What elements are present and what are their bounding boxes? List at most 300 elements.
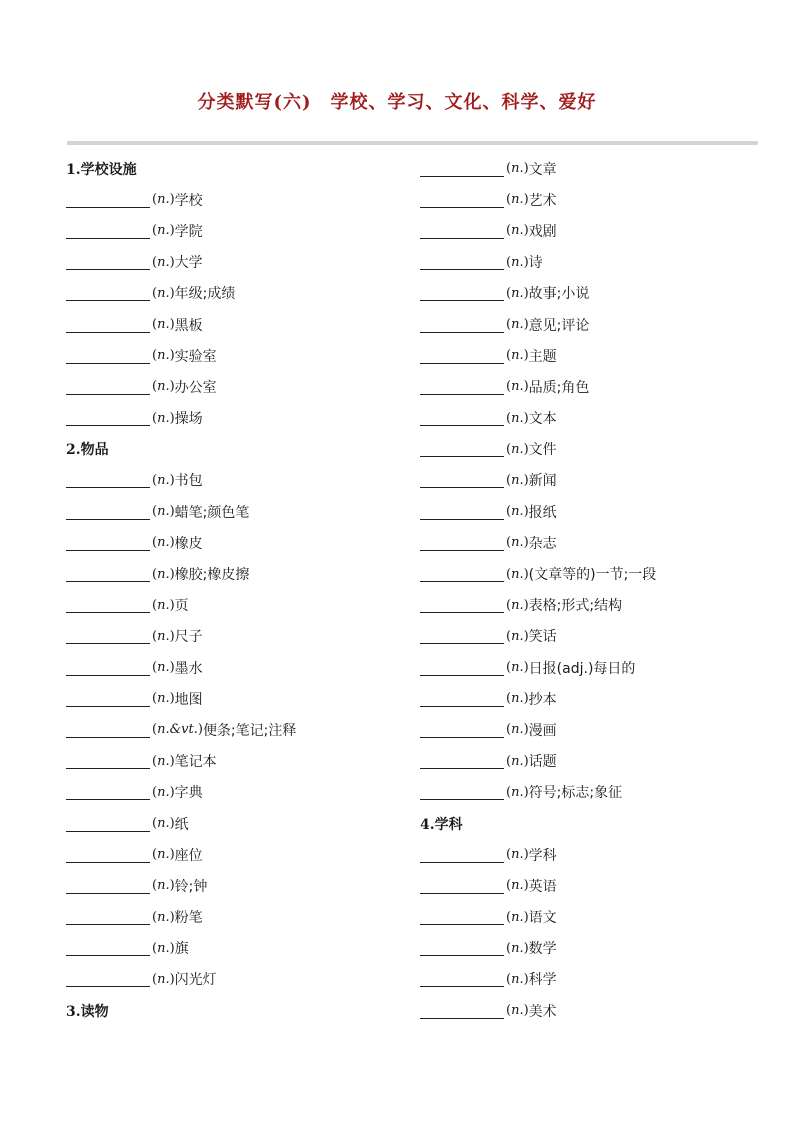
chinese-meaning: 字典 xyxy=(174,785,203,802)
paren-close: ) xyxy=(169,410,175,426)
part-of-speech: n. xyxy=(157,504,170,520)
paren-close: ) xyxy=(523,410,529,426)
chinese-meaning: 艺术 xyxy=(528,192,557,209)
chinese-meaning: 闪光灯 xyxy=(174,972,217,989)
part-of-speech: n. xyxy=(511,410,524,426)
vocab-item xyxy=(66,496,406,527)
vocab-item xyxy=(420,964,760,995)
vocab-item xyxy=(420,777,760,808)
paren-open: ( xyxy=(152,816,158,832)
paren-close: ) xyxy=(169,691,175,707)
vocab-item xyxy=(420,683,760,714)
vocab-item xyxy=(66,964,406,995)
chinese-meaning: 纸 xyxy=(174,816,189,833)
paren-close: ) xyxy=(169,535,175,551)
paren-open: ( xyxy=(506,1003,512,1019)
vocab-item xyxy=(420,527,760,558)
part-of-speech: n.&vt. xyxy=(157,722,198,738)
paren-close: ) xyxy=(169,847,175,863)
answer-blank[interactable] xyxy=(66,254,150,270)
answer-blank[interactable] xyxy=(420,285,504,301)
vocab-item xyxy=(420,153,760,184)
paren-open: ( xyxy=(152,753,158,769)
paren-open: ( xyxy=(506,192,512,208)
vocab-item xyxy=(420,184,760,215)
paren-open: ( xyxy=(506,285,512,301)
vocab-item xyxy=(66,746,406,777)
paren-open: ( xyxy=(506,566,512,582)
answer-blank[interactable] xyxy=(420,753,504,769)
answer-blank[interactable] xyxy=(420,971,504,987)
vocab-item xyxy=(66,902,406,933)
paren-open: ( xyxy=(506,878,512,894)
chinese-meaning: 文件 xyxy=(528,442,557,459)
answer-blank[interactable] xyxy=(66,566,150,582)
paren-close: ) xyxy=(169,753,175,769)
vocab-item xyxy=(420,309,760,340)
part-of-speech: n. xyxy=(157,410,170,426)
vocab-item xyxy=(66,652,406,683)
answer-blank[interactable] xyxy=(420,940,504,956)
answer-blank[interactable] xyxy=(420,909,504,925)
chinese-meaning: 漫画 xyxy=(528,722,557,739)
chinese-meaning: 英语 xyxy=(528,878,557,895)
part-of-speech: n. xyxy=(511,971,524,987)
vocab-item xyxy=(66,309,406,340)
vocab-item xyxy=(420,746,760,777)
part-of-speech: n. xyxy=(511,940,524,956)
paren-close: ) xyxy=(169,940,175,956)
part-of-speech: n. xyxy=(157,847,170,863)
chinese-meaning: 橡皮 xyxy=(174,535,203,552)
answer-blank[interactable] xyxy=(420,504,504,520)
paren-open: ( xyxy=(506,317,512,333)
paren-close: ) xyxy=(169,597,175,613)
part-of-speech: n. xyxy=(157,348,170,364)
paren-open: ( xyxy=(152,472,158,488)
answer-blank[interactable] xyxy=(420,847,504,863)
paren-open: ( xyxy=(152,504,158,520)
paren-close: ) xyxy=(169,317,175,333)
chinese-meaning: 数学 xyxy=(528,941,557,958)
chinese-meaning: 办公室 xyxy=(174,379,217,396)
paren-open: ( xyxy=(506,847,512,863)
vocab-item xyxy=(66,683,406,714)
header-divider xyxy=(67,141,758,145)
part-of-speech: n. xyxy=(511,161,524,177)
right-column xyxy=(420,153,760,1026)
answer-blank[interactable] xyxy=(66,660,150,676)
answer-blank[interactable] xyxy=(420,441,504,457)
answer-blank[interactable] xyxy=(66,223,150,239)
vocab-item xyxy=(420,714,760,745)
paren-open: ( xyxy=(506,535,512,551)
part-of-speech: n. xyxy=(511,379,524,395)
chinese-meaning: 美术 xyxy=(528,1003,557,1020)
chinese-meaning: 新闻 xyxy=(528,473,557,490)
part-of-speech: n. xyxy=(511,504,524,520)
paren-open: ( xyxy=(152,192,158,208)
paren-open: ( xyxy=(506,940,512,956)
part-of-speech: n. xyxy=(157,660,170,676)
part-of-speech: n. xyxy=(511,753,524,769)
vocab-item xyxy=(420,496,760,527)
answer-blank[interactable] xyxy=(66,753,150,769)
answer-blank[interactable] xyxy=(66,379,150,395)
part-of-speech: n. xyxy=(511,628,524,644)
part-of-speech: n. xyxy=(511,348,524,364)
paren-open: ( xyxy=(152,379,158,395)
chinese-meaning: 主题 xyxy=(528,348,557,365)
paren-open: ( xyxy=(152,940,158,956)
chinese-meaning: 诗 xyxy=(528,255,543,272)
paren-open: ( xyxy=(152,878,158,894)
vocab-item xyxy=(420,590,760,621)
paren-close: ) xyxy=(523,909,529,925)
part-of-speech: n. xyxy=(157,472,170,488)
chinese-meaning: 日报(adj.)每日的 xyxy=(528,660,636,677)
chinese-meaning: 便条;笔记;注释 xyxy=(202,722,297,739)
paren-close: ) xyxy=(169,660,175,676)
paren-close: ) xyxy=(169,909,175,925)
answer-blank[interactable] xyxy=(420,691,504,707)
vocab-item xyxy=(66,527,406,558)
vocab-item xyxy=(66,215,406,246)
paren-open: ( xyxy=(506,223,512,239)
paren-close: ) xyxy=(523,254,529,270)
chinese-meaning: 黑板 xyxy=(174,317,203,334)
chinese-meaning: 橡胶;橡皮擦 xyxy=(174,567,250,584)
paren-open: ( xyxy=(506,909,512,925)
paren-close: ) xyxy=(169,254,175,270)
paren-close: ) xyxy=(523,660,529,676)
chinese-meaning: 粉笔 xyxy=(174,910,203,927)
paren-close: ) xyxy=(523,1003,529,1019)
paren-close: ) xyxy=(523,348,529,364)
vocab-item xyxy=(66,278,406,309)
vocab-item xyxy=(420,870,760,901)
vocab-item xyxy=(66,184,406,215)
answer-blank[interactable] xyxy=(420,348,504,364)
chinese-meaning: 表格;形式;结构 xyxy=(528,598,623,615)
answer-blank[interactable] xyxy=(66,847,150,863)
part-of-speech: n. xyxy=(157,192,170,208)
answer-blank[interactable] xyxy=(420,192,504,208)
answer-blank[interactable] xyxy=(420,566,504,582)
chinese-meaning: 学校 xyxy=(174,192,203,209)
section-heading: 4.学科 xyxy=(420,816,463,833)
paren-open: ( xyxy=(152,223,158,239)
chinese-meaning: 符号;标志;象征 xyxy=(528,785,623,802)
paren-close: ) xyxy=(523,691,529,707)
vocab-item xyxy=(66,340,406,371)
chinese-meaning: 杂志 xyxy=(528,535,557,552)
answer-blank[interactable] xyxy=(420,597,504,613)
chinese-meaning: 学院 xyxy=(174,223,203,240)
chinese-meaning: 学科 xyxy=(528,847,557,864)
paren-close: ) xyxy=(169,566,175,582)
answer-blank[interactable] xyxy=(66,535,150,551)
chinese-meaning: 操场 xyxy=(174,411,203,428)
vocab-item xyxy=(420,340,760,371)
part-of-speech: n. xyxy=(511,441,524,457)
vocab-item xyxy=(420,215,760,246)
vocab-item xyxy=(66,933,406,964)
paren-close: ) xyxy=(169,348,175,364)
paren-open: ( xyxy=(506,722,512,738)
chinese-meaning: 文本 xyxy=(528,411,557,428)
paren-close: ) xyxy=(523,472,529,488)
paren-close: ) xyxy=(169,223,175,239)
answer-blank[interactable] xyxy=(66,285,150,301)
vocab-item xyxy=(66,870,406,901)
paren-close: ) xyxy=(169,971,175,987)
part-of-speech: n. xyxy=(511,566,524,582)
part-of-speech: n. xyxy=(157,285,170,301)
answer-blank[interactable] xyxy=(420,1003,504,1019)
part-of-speech: n. xyxy=(511,722,524,738)
paren-close: ) xyxy=(523,847,529,863)
paren-open: ( xyxy=(506,753,512,769)
paren-open: ( xyxy=(506,660,512,676)
paren-close: ) xyxy=(523,878,529,894)
paren-close: ) xyxy=(523,285,529,301)
answer-blank[interactable] xyxy=(66,816,150,832)
part-of-speech: n. xyxy=(157,628,170,644)
answer-blank[interactable] xyxy=(420,722,504,738)
chinese-meaning: 笑话 xyxy=(528,629,557,646)
paren-open: ( xyxy=(506,348,512,364)
vocab-item xyxy=(420,403,760,434)
paren-close: ) xyxy=(523,597,529,613)
part-of-speech: n. xyxy=(157,566,170,582)
vocab-item xyxy=(66,590,406,621)
paren-close: ) xyxy=(523,971,529,987)
page-title: 分类默写(六) 学校、学习、文化、科学、爱好 xyxy=(197,92,597,113)
vocab-item xyxy=(420,839,760,870)
part-of-speech: n. xyxy=(157,254,170,270)
answer-blank[interactable] xyxy=(66,940,150,956)
answer-blank[interactable] xyxy=(66,472,150,488)
paren-open: ( xyxy=(152,909,158,925)
answer-blank[interactable] xyxy=(420,379,504,395)
part-of-speech: n. xyxy=(511,784,524,800)
paren-open: ( xyxy=(152,660,158,676)
vocab-item xyxy=(66,558,406,589)
paren-open: ( xyxy=(506,410,512,426)
part-of-speech: n. xyxy=(157,971,170,987)
vocab-item xyxy=(66,777,406,808)
part-of-speech: n. xyxy=(157,597,170,613)
paren-open: ( xyxy=(152,691,158,707)
paren-close: ) xyxy=(169,816,175,832)
chinese-meaning: 报纸 xyxy=(528,504,557,521)
section-heading: 3.读物 xyxy=(66,1003,109,1020)
answer-blank[interactable] xyxy=(420,254,504,270)
part-of-speech: n. xyxy=(157,535,170,551)
chinese-meaning: 铃;钟 xyxy=(174,878,208,895)
paren-open: ( xyxy=(152,410,158,426)
answer-blank[interactable] xyxy=(420,660,504,676)
chinese-meaning: 笔记本 xyxy=(174,754,217,771)
answer-blank[interactable] xyxy=(420,472,504,488)
chinese-meaning: 故事;小说 xyxy=(528,286,590,303)
vocab-item xyxy=(66,714,406,745)
paren-open: ( xyxy=(506,691,512,707)
vocab-item xyxy=(420,933,760,964)
vocab-item xyxy=(66,839,406,870)
answer-blank[interactable] xyxy=(420,878,504,894)
vocab-item xyxy=(420,465,760,496)
chinese-meaning: 话题 xyxy=(528,754,557,771)
chinese-meaning: 品质;角色 xyxy=(528,379,590,396)
part-of-speech: n. xyxy=(511,909,524,925)
paren-open: ( xyxy=(152,847,158,863)
answer-blank[interactable] xyxy=(420,784,504,800)
paren-close: ) xyxy=(523,192,529,208)
vocab-item xyxy=(420,995,760,1026)
part-of-speech: n. xyxy=(157,691,170,707)
vocab-item xyxy=(66,371,406,402)
chinese-meaning: 尺子 xyxy=(174,629,203,646)
vocab-item xyxy=(66,247,406,278)
part-of-speech: n. xyxy=(511,535,524,551)
chinese-meaning: 旗 xyxy=(174,941,189,958)
part-of-speech: n. xyxy=(511,597,524,613)
vocab-item xyxy=(420,558,760,589)
paren-open: ( xyxy=(152,628,158,644)
answer-blank[interactable] xyxy=(66,878,150,894)
paren-open: ( xyxy=(506,441,512,457)
paren-open: ( xyxy=(152,784,158,800)
chinese-meaning: 墨水 xyxy=(174,660,203,677)
answer-blank[interactable] xyxy=(420,161,504,177)
vocab-item xyxy=(420,371,760,402)
part-of-speech: n. xyxy=(157,784,170,800)
answer-blank[interactable] xyxy=(66,628,150,644)
paren-open: ( xyxy=(152,566,158,582)
paren-open: ( xyxy=(152,348,158,364)
part-of-speech: n. xyxy=(157,940,170,956)
part-of-speech: n. xyxy=(157,753,170,769)
paren-close: ) xyxy=(523,722,529,738)
answer-blank[interactable] xyxy=(66,909,150,925)
paren-close: ) xyxy=(523,784,529,800)
paren-close: ) xyxy=(523,566,529,582)
vocab-item xyxy=(66,465,406,496)
paren-open: ( xyxy=(152,722,158,738)
part-of-speech: n. xyxy=(511,254,524,270)
vocab-item xyxy=(66,403,406,434)
paren-open: ( xyxy=(152,971,158,987)
paren-close: ) xyxy=(169,379,175,395)
answer-blank[interactable] xyxy=(66,971,150,987)
chinese-meaning: 文章 xyxy=(528,161,557,178)
paren-open: ( xyxy=(506,628,512,644)
paren-close: ) xyxy=(523,441,529,457)
answer-blank[interactable] xyxy=(66,348,150,364)
chinese-meaning: 蜡笔;颜色笔 xyxy=(174,504,250,521)
answer-blank[interactable] xyxy=(420,628,504,644)
part-of-speech: n. xyxy=(157,317,170,333)
answer-blank[interactable] xyxy=(66,192,150,208)
paren-close: ) xyxy=(523,628,529,644)
answer-blank[interactable] xyxy=(66,722,150,738)
part-of-speech: n. xyxy=(511,878,524,894)
answer-blank[interactable] xyxy=(66,597,150,613)
left-column xyxy=(66,153,406,1026)
chinese-meaning: 年级;成绩 xyxy=(174,286,236,303)
paren-close: ) xyxy=(169,878,175,894)
paren-close: ) xyxy=(523,535,529,551)
vocab-item xyxy=(66,621,406,652)
chinese-meaning: 地图 xyxy=(174,691,203,708)
answer-blank[interactable] xyxy=(66,784,150,800)
paren-open: ( xyxy=(506,784,512,800)
answer-blank[interactable] xyxy=(420,317,504,333)
part-of-speech: n. xyxy=(157,909,170,925)
paren-close: ) xyxy=(169,628,175,644)
paren-open: ( xyxy=(506,161,512,177)
answer-blank[interactable] xyxy=(66,691,150,707)
part-of-speech: n. xyxy=(511,192,524,208)
paren-open: ( xyxy=(152,317,158,333)
part-of-speech: n. xyxy=(511,317,524,333)
part-of-speech: n. xyxy=(157,223,170,239)
chinese-meaning: 座位 xyxy=(174,847,203,864)
part-of-speech: n. xyxy=(511,691,524,707)
chinese-meaning: 戏剧 xyxy=(528,223,557,240)
paren-open: ( xyxy=(506,379,512,395)
section-heading: 1.学校设施 xyxy=(66,161,137,178)
answer-blank[interactable] xyxy=(420,223,504,239)
chinese-meaning: 页 xyxy=(174,598,189,615)
part-of-speech: n. xyxy=(511,847,524,863)
paren-open: ( xyxy=(506,971,512,987)
answer-blank[interactable] xyxy=(420,535,504,551)
paren-close: ) xyxy=(169,784,175,800)
paren-close: ) xyxy=(523,940,529,956)
part-of-speech: n. xyxy=(511,472,524,488)
vocab-item xyxy=(66,808,406,839)
chinese-meaning: 大学 xyxy=(174,255,203,272)
vocab-item xyxy=(420,621,760,652)
paren-open: ( xyxy=(152,535,158,551)
paren-close: ) xyxy=(523,223,529,239)
chinese-meaning: 实验室 xyxy=(174,348,217,365)
chinese-meaning: 语文 xyxy=(528,910,557,927)
answer-blank[interactable] xyxy=(66,504,150,520)
answer-blank[interactable] xyxy=(420,410,504,426)
paren-close: ) xyxy=(169,285,175,301)
paren-open: ( xyxy=(152,254,158,270)
paren-open: ( xyxy=(152,285,158,301)
paren-open: ( xyxy=(506,597,512,613)
part-of-speech: n. xyxy=(157,878,170,894)
part-of-speech: n. xyxy=(157,379,170,395)
paren-open: ( xyxy=(506,504,512,520)
answer-blank[interactable] xyxy=(66,410,150,426)
vocab-item xyxy=(420,652,760,683)
paren-close: ) xyxy=(523,161,529,177)
answer-blank[interactable] xyxy=(66,317,150,333)
paren-close: ) xyxy=(169,192,175,208)
paren-close: ) xyxy=(197,722,203,738)
paren-close: ) xyxy=(169,472,175,488)
part-of-speech: n. xyxy=(511,660,524,676)
paren-open: ( xyxy=(152,597,158,613)
chinese-meaning: 抄本 xyxy=(528,691,557,708)
